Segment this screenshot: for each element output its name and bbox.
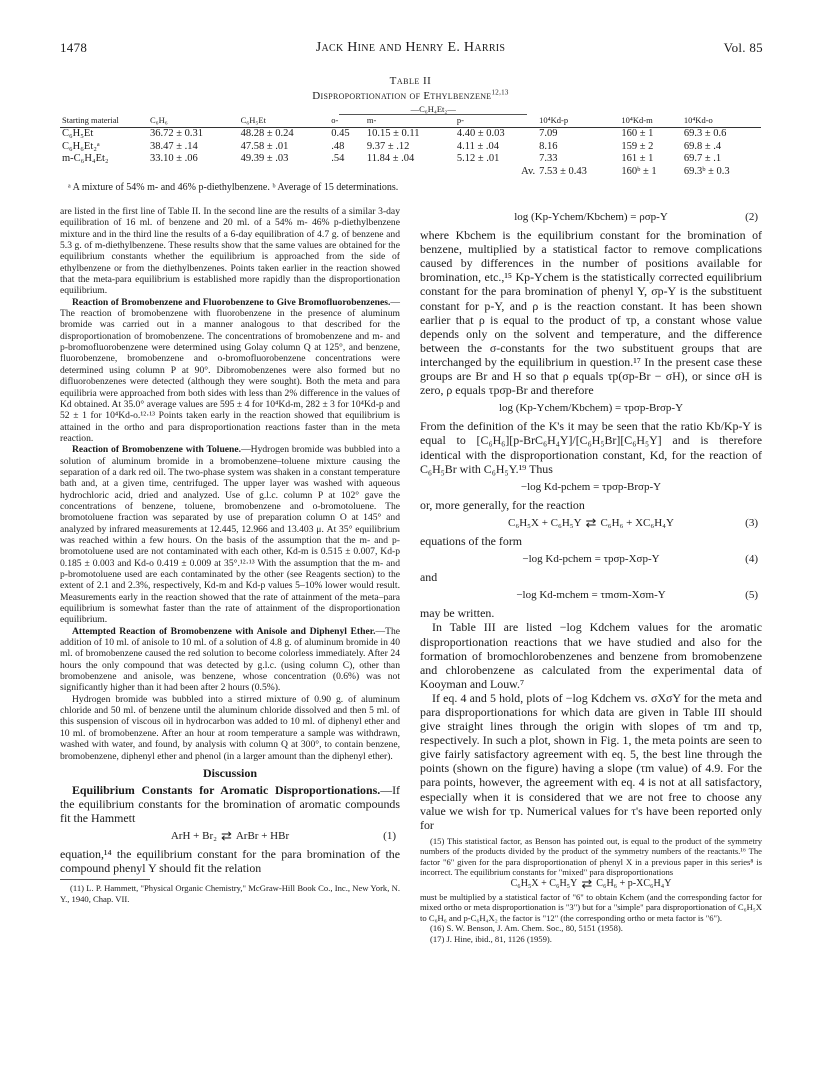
footnote: (15) This statistical factor, as Benson has pointed out, is equal to the product of the symmetry numbers of the products divided by the product of the symmetry numbers of the reactants.¹⁶ The factor "6" given for the para disproportionation of phenyl X in a previous paper in this series⁸ is incorrect. The equilibrium constants for "mixed" para disproportionations [420,835,762,878]
table-cell: 11.84 ± .04 [366,153,415,164]
paragraph: If eq. 4 and 5 hold, plots of −log Kdchem vs. σXσY for the meta and para disproportionations for which data are given in Table III should give straight lines through the origin with slopes of τm and τp, respectively. In such a plot, shown in Fig. 1, the meta points are seen to give fairly satisfactory agreement with eq. 5, the best line through the points (shown on the figure) having a slope (τm value) of 4.9. For the para points, however, the agreement with eq. 4 is not at all satisfactory, especially when it is considered that we are not free to choose any value we wish for τp. Numerical values for τ's have been reported only for [420,690,762,832]
group-header: —C₆H₄Et₂— [339,104,527,115]
column-header: C₆H₆ [148,115,239,128]
table-cell [365,166,455,179]
table-row [60,153,761,166]
table-cell: Av. [521,165,536,177]
equation-number: (4) [745,553,758,566]
equation-lhs: ArH + Br₂ [170,830,217,843]
equation-lhs: C₆H₅X + C₆H₅Y [510,878,578,890]
table-title-wrap [60,90,761,102]
table-cell: 9.37 ± .12 [366,140,410,152]
table-cell: .54 [331,153,345,164]
left-column [60,206,400,904]
paragraph [60,783,400,825]
paragraph: may be written. [420,606,495,621]
equation-lhs: C₆H₅X + C₆H₅Y [508,516,582,529]
table-cell: 69.7 ± .1 [683,153,722,164]
table-title-refs: 12,13 [491,88,509,97]
paragraph: In Table III are listed −log Kdchem values for the aromatic disproportionation reactions that we have studied and also for the formation of bromochlorobenzenes and benzene from bromobenzene and chlorobenzene as calculated from the experimental data of Kooyman and Louw.⁷ [420,620,762,691]
column-header: 10⁴Kd-m [619,115,681,128]
table-cell: 159 ± 2 [621,140,654,152]
paragraph: are listed in the first line of Table II. In the second line are the results of a similar 3-day equilibration of 16 ml. of benzene and 20 ml. of a 54% m- 46% p-diethylbenzene mixture and in the third line the results of a 6-day equilibration of 4.7 g. of benzene and 5.3 g. of m-diethylbenzene. These results show that the same values are obtained for the equilibrium constants whether the equilibrium is approached from the side of ethylbenzene or from the diethylbenzenes. Points taken earlier in the reaction showed that the meta-para equilibrium is established more rapidly than the disproportionation equilibrium. [60,206,400,297]
table-cell: 5.12 ± .01 [456,153,500,164]
equation-body: −log Kd-pchem = τpσp-Xσp-Y [522,553,660,566]
table-cell [239,166,330,179]
table-cell: 160 ± 1 [621,128,654,139]
run-in-heading: Attempted Reaction of Bromobenzene with Anisole and Diphenyl Ether. [72,625,376,637]
table-cell: 33.10 ± .06 [150,153,198,164]
table-row [60,141,761,154]
table-cell: C₆H₆Et₂ᵃ [62,140,100,152]
table-cell: 36.72 ± 0.31 [150,128,204,139]
equation-unnumbered [420,480,762,494]
table-cell: .48 [331,140,345,152]
table-cell: 48.28 ± 0.24 [240,128,294,139]
equation-rhs: C₆H₆ + p-XC₆H₄Y [596,878,672,890]
table-row-average [60,166,761,179]
equation-number: (2) [745,211,758,223]
equation-body: log (Kp-Ychem/Kbchem) = τpσp-Brσp-Y [498,402,684,415]
table-title: Disproportionation of Ethylbenzene [312,90,492,102]
paragraph [60,297,400,444]
equation-number: (3) [745,516,758,529]
equation-rhs: C₆H₆ + XC₆H₄Y [600,516,674,529]
paragraph: or, more generally, for the reaction [420,497,585,512]
table-footnote: ᵃ A mixture of 54% m- and 46% p-diethylbenzene. ᵇ Average of 15 determinations. [68,182,399,193]
table-cell [329,166,365,179]
column-header: 10⁴Kd-p [537,115,619,128]
footnote: (17) J. Hine, ibid., 81, 1126 (1959). [430,933,552,944]
table-cell: 160ᵇ ± 1 [621,165,657,177]
column-header: Starting material [60,115,148,128]
column-header: p- [455,115,537,128]
equation-body: −log Kd-pchem = τpσp-Brσp-Y [520,480,662,493]
data-table [60,104,761,178]
table-cell [60,166,148,179]
run-in-heading: Equilibrium Constants for Aromatic Disproportionations. [72,782,381,797]
column-header: o- [329,115,365,128]
equilibrium-arrows-icon: ⇄ [220,828,232,844]
table-cell: 7.53 ± 0.43 [539,165,587,177]
footnote-rule [60,879,150,880]
run-in-heading: Reaction of Bromobenzene and Fluorobenzene to Give Bromofluorobenzenes. [72,296,391,308]
paragraph-text: —The reaction of bromobenzene with fluorobenzene in the presence of aluminum bromide was carried out in a manner analogous to that described for the disproportionation of bromobenzene. The concentrations of bromobenzene and m- and p-bromofluorobenzene were determined using Golay column Q at 125°, and benzene, fluorobenzene, bromobenzene and o-bromofluorobenzene concentrations were determined using column P at 90°. Dibromobenzenes were also formed but no difluorobenzenes were detected (although they were sought). Both the meta and para equilibria were approached from both sides with less than 2% difference in the values of Kd obtained. At 35.0° average values are 595 ± 4 for 10⁴Kd-m, 282 ± 3 for 10⁴Kd-p and 52 ± 1 for 10⁴Kd-o.¹²·¹³ Points taken early in the reaction showed that equilibrium is attained in the ortho and para disproportionation reactions faster than in the meta reaction. [60,296,400,444]
table-row [60,128,761,141]
table-label: Table II [389,75,432,87]
equation-rhs: ArBr + HBr [235,830,290,843]
equilibrium-arrows-icon: ⇄ [585,514,597,530]
equation-4 [420,552,762,566]
footnote: (16) S. W. Benson, J. Am. Chem. Soc., 80, 5151 (1958). [430,923,623,934]
table-cell: 7.09 [539,128,558,139]
table-cell: 69.3 ± 0.6 [683,128,727,139]
table-cell: 38.47 ± .14 [150,140,198,152]
column-header: C₆H₅Et [239,115,330,128]
volume-label: Vol. 85 [723,40,763,55]
paragraph: equations of the form [420,533,523,548]
table-ii [60,75,761,193]
equation-3 [420,516,762,530]
table-cell: 4.40 ± 0.03 [456,128,505,139]
column-header: m- [365,115,455,128]
header-row [60,115,761,128]
table-cell: m-C₆H₄Et₂ [62,153,109,164]
table-cell: C₆H₅Et [62,128,94,139]
paragraph: Hydrogen bromide was bubbled into a stirred mixture of 0.90 g. of aluminum chloride and 50 ml. of benzene until the aluminum chloride dissolved and then 5 ml. of this suspension of viscous oil in hydrocarbon was added to 10 ml. of diphenyl ether and 10 ml. of bromobenzene. After an hour at room temperature a sample was withdrawn, washed with water, and found, by analysis with column Q at 300°, to contain benzene, bromobenzene, diphenyl ether and phenol (in a larger amount than the diphenyl ether). [60,693,400,762]
table-cell: 0.45 [331,128,350,139]
paragraph: equation,¹⁴ the equilibrium constant for the para bromination of the compound phenyl Y should fit the relation [60,847,400,876]
equation-body: −log Kd-mchem = τmσm-Xσm-Y [516,589,666,602]
table-cell: 7.33 [539,153,558,164]
footnote-equation [420,876,762,892]
paragraph-text: —Hydrogen bromide was bubbled into a solution of aluminum bromide in a bromobenzene–toluene mixture causing the separation of a dark red oil. The two-phase system was shaken in a constant temperature bath and, at a given time, centrifuged. The upper layer was washed with aqueous hydrochloric acid, dried and analyzed. Use of g.l.c. column P at 102° gave the concentrations of benzene, toluene, bromobenzene and o-bromotoluene. The bromotoluene fraction was separated by use of preparation column O at 145° and analyzed by infrared measurements at 12.445, 12.966 and 13.403 μ. At 35° equilibrium was reached within a few hours. On the basis of the assumption that the m- and p-bromotoluene used are not contaminated with each other, Kd-m is 0.515 ± 0.007, Kd-p 0.185 ± 0.003 and Kd-o 0.419 ± 0.009 at 35°.¹²·¹³ With the assumption that the m- and p-bromotoluene used are each contaminated by the other (see Reagents section) to the extent of 2.1 and 2.3%, respectively, Kd-m and Kd-p values 5–10% lower would result. Measurements early in the reaction showed that the rate of attainment of the meta–para equilibrium is somewhat faster than the rate of attainment of the disproportionation equilibrium. [60,444,401,626]
section-heading: Discussion [202,765,258,780]
paragraph: where Kbchem is the equilibrium constant for the bromination of benzene, multiplied by a statistical factor to remove complications caused by differences in the number of positions available for bromination, etc.,¹⁵ Kp-Ychem is the statistically corrected equilibrium constant for the para bromination of phenyl Y, σp-Y is the substituent constant for p-Y, and ρ is the reaction constant. It has been shown earlier that ρ is equal to the product of τp, a constant whose value depends only on the solvent and temperature, and the difference between the σ-constants for the two substituent groups that are interchanged by the equilibrium in question.¹⁷ In the present case these groups are Br and H so that ρ equals τp(σp-Br − σH), or since σH is zero, ρ equals τpσp-Br and therefore [420,228,762,398]
running-head-authors: Jack Hine and Henry E. Harris [315,40,506,55]
table-cell: 49.39 ± .03 [240,153,289,164]
column-header: 10⁴Kd-o [682,115,761,128]
equation-5 [420,588,762,602]
paragraph-text: —The addition of 10 ml. of anisole to 10 ml. of a solution of 4.8 g. of aluminum bromide in 40 ml. of bromobenzene caused the red solution to become colorless immediately. After 24 hours the only compound that was detected by g.l.c. (using column C), other than bromobenzene and anisole, was benzene, whose concentration (0.6%) was not significantly higher than it had been after 2 hours (0.5%). [60,625,400,694]
table-cell: 8.16 [539,140,558,152]
paragraph: From the definition of the K's it may be seen that the ratio Kb/Kp-Y is equal to [C₆H₆][p-BrC₆H₄Y]/[C₆H₅Br][C₆H₅Y] and is therefore identical with the disproportionation constant, Kd, for the reaction of C₆H₅Br with C₆H₅Y.¹⁹ Thus [420,419,762,476]
equation-unnumbered [420,401,762,415]
table-cell: 161 ± 1 [621,153,654,164]
paragraph-text: —If the equilibrium constants for the bromination of aromatic compounds fit the Hammett [60,782,400,826]
equation-1 [60,829,400,843]
table-cell: 10.15 ± 0.11 [366,128,420,139]
table-cell: 47.58 ± .01 [240,140,289,152]
table-cell: 69.8 ± .4 [683,140,722,152]
run-in-heading: Reaction of Bromobenzene with Toluene. [72,444,242,456]
footnote: must be multiplied by a statistical factor of "6" to obtain Kchem (and the corresponding factor for mixed ortho or meta disproportionation is "3") but for a "simple" para disproportionation of C₆H₅X to C₆H₆ and p-C₆H₄X₂ the factor is "12" (the corresponding ortho or meta factor is "6"). [420,891,762,923]
equation-number: (1) [383,830,396,843]
table-cell [148,166,239,179]
table-cell: 69.3ᵇ ± 0.3 [683,165,730,177]
paragraph [60,626,400,694]
equation-body: log (Kp-Ychem/Kbchem) = ρσp-Y [514,211,668,223]
paragraph: and [420,570,438,585]
equation-2 [420,210,762,224]
footnote: (11) L. P. Hammett, "Physical Organic Chemistry," McGraw-Hill Book Co., Inc., New York, N. Y., 1940, Chap. VII. [60,883,400,904]
page-number: 1478 [60,40,88,55]
paragraph [60,444,400,626]
right-column [420,206,762,944]
equilibrium-arrows-icon: ⇄ [581,876,593,892]
equation-number: (5) [745,589,758,602]
table-cell: 4.11 ± .04 [456,140,499,152]
